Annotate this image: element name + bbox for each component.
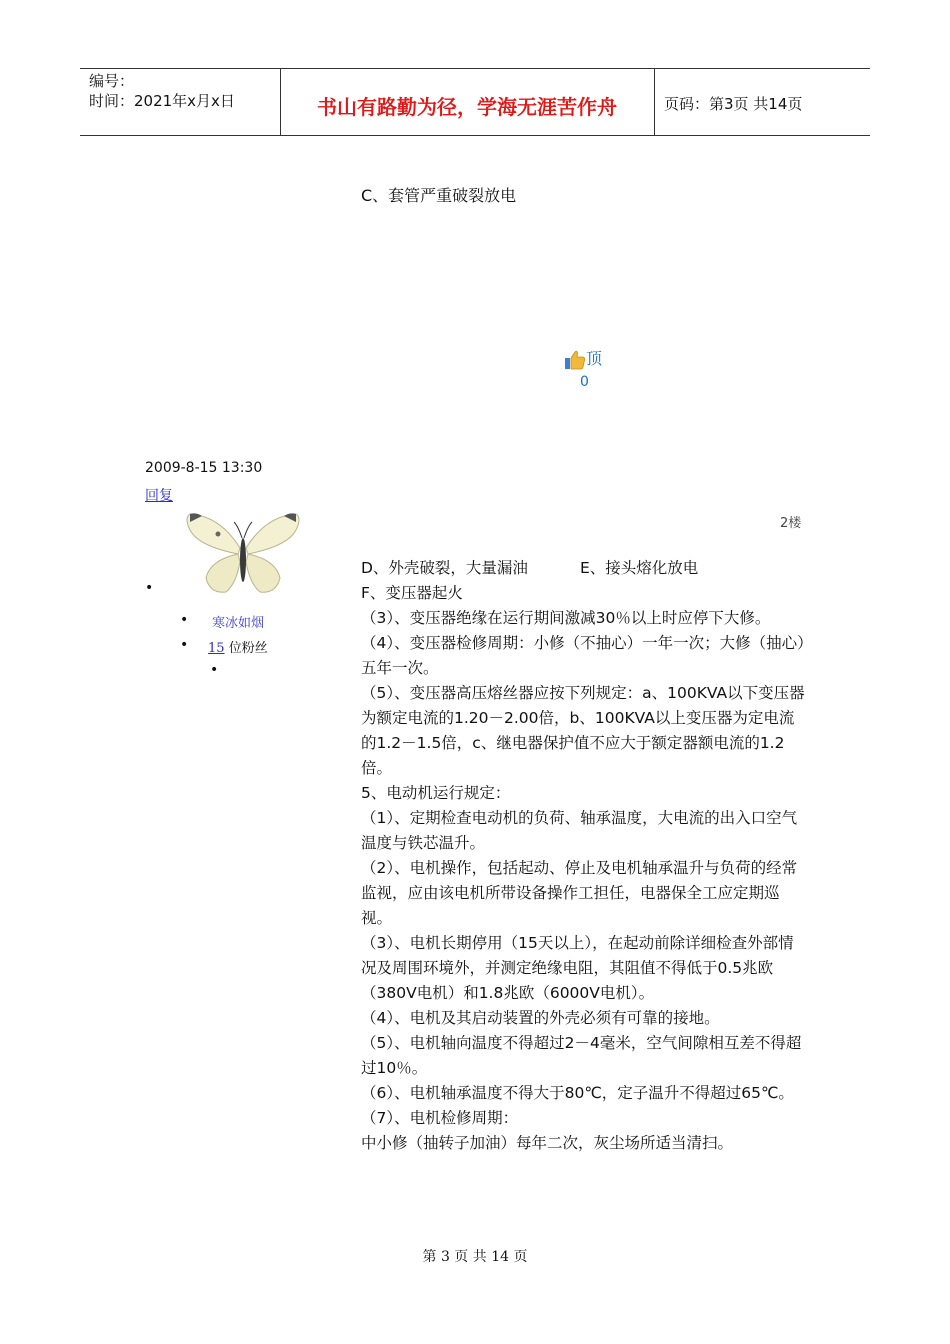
document-header — [80, 68, 870, 136]
body-paragraph: （5）、电机轴向温度不得超过2－4毫米，空气间隙相互差不得超过10％。 — [361, 1034, 802, 1077]
page-footer: 第 3 页 共 14 页 — [422, 1249, 528, 1265]
fans-count[interactable] — [208, 637, 268, 656]
like-button[interactable] — [564, 346, 602, 371]
butterfly-icon — [180, 508, 306, 600]
fans-count-label: 位粉丝 — [228, 641, 268, 656]
body-paragraph: （4）、电机及其启动装置的外壳必须有可靠的接地。 — [361, 1009, 720, 1027]
body-paragraph: （1）、定期检查电动机的负荷、轴承温度，大电流的出入口空气温度与铁芯温升。 — [361, 809, 798, 852]
body-paragraph: （3）、变压器绝缘在运行期间激减30％以上时应停下大修。 — [361, 609, 771, 627]
fans-count-number[interactable]: 15 — [208, 641, 225, 656]
list-bullet: • — [210, 662, 219, 678]
header-page-info: 页码：第3页 共14页 — [664, 95, 803, 113]
like-label: 顶 — [586, 349, 603, 368]
header-motto: 书山有路勤为径，学海无涯苦作舟 — [317, 95, 617, 119]
header-meta — [89, 71, 279, 111]
body-paragraph: （7）、电机检修周期： — [361, 1109, 519, 1127]
header-time-label: 时间：2021年x月x日 — [89, 92, 235, 110]
body-paragraph: 中小修（抽转子加油）每年二次，灰尘场所适当清扫。 — [361, 1134, 734, 1152]
body-paragraph: （3）、电机长期停用（15天以上），在起动前除详细检查外部情况及周围环境外，并测定绝缘电阻，其阻值不得低于0.5兆欧（380V电机）和1.8兆欧（6000V电机）。 — [361, 934, 794, 1002]
options-row — [361, 556, 806, 581]
header-divider — [654, 69, 655, 135]
option-d-text: D、外壳破裂，大量漏油 — [361, 559, 528, 577]
header-number-label: 编号： — [89, 72, 135, 90]
body-paragraph: F、变压器起火 — [361, 584, 463, 602]
like-count: 0 — [580, 374, 589, 390]
user-avatar[interactable] — [180, 508, 306, 600]
list-bullet: • — [180, 637, 189, 653]
thumbs-up-icon — [564, 349, 586, 371]
body-paragraph: （6）、电机轴承温度不得大于80℃，定子温升不得超过65℃。 — [361, 1084, 794, 1102]
user-name-link[interactable]: 寒冰如烟 — [212, 616, 265, 631]
body-paragraph: 5、电动机运行规定： — [361, 784, 511, 802]
reply-link[interactable]: 回复 — [145, 488, 173, 504]
post-body — [361, 556, 806, 1156]
option-e-text: E、接头熔化放电 — [579, 559, 699, 577]
floor-number: 2楼 — [780, 516, 802, 531]
list-bullet: • — [180, 612, 189, 628]
reply-date: 2009-8-15 13:30 — [145, 460, 263, 476]
body-paragraph: （2）、电机操作，包括起动、停止及电机轴承温升与负荷的经常监视，应由该电机所带设备操作工担任，电器保全工应定期巡视。 — [361, 859, 798, 927]
option-c-text: C、套管严重破裂放电 — [361, 186, 517, 205]
body-paragraph: （5）、变压器高压熔丝器应按下列规定：a、100KVA以下变压器为额定电流的1.20－2.00倍，b、100KVA以上变压器为定电流的1.2－1.5倍，c、继电器保护值不应大于额定器额电流的1.2倍。 — [361, 684, 805, 777]
list-bullet: • — [145, 580, 154, 596]
body-paragraph: （4）、变压器检修周期：小修（不抽心）一年一次；大修（抽心）五年一次。 — [361, 634, 805, 677]
